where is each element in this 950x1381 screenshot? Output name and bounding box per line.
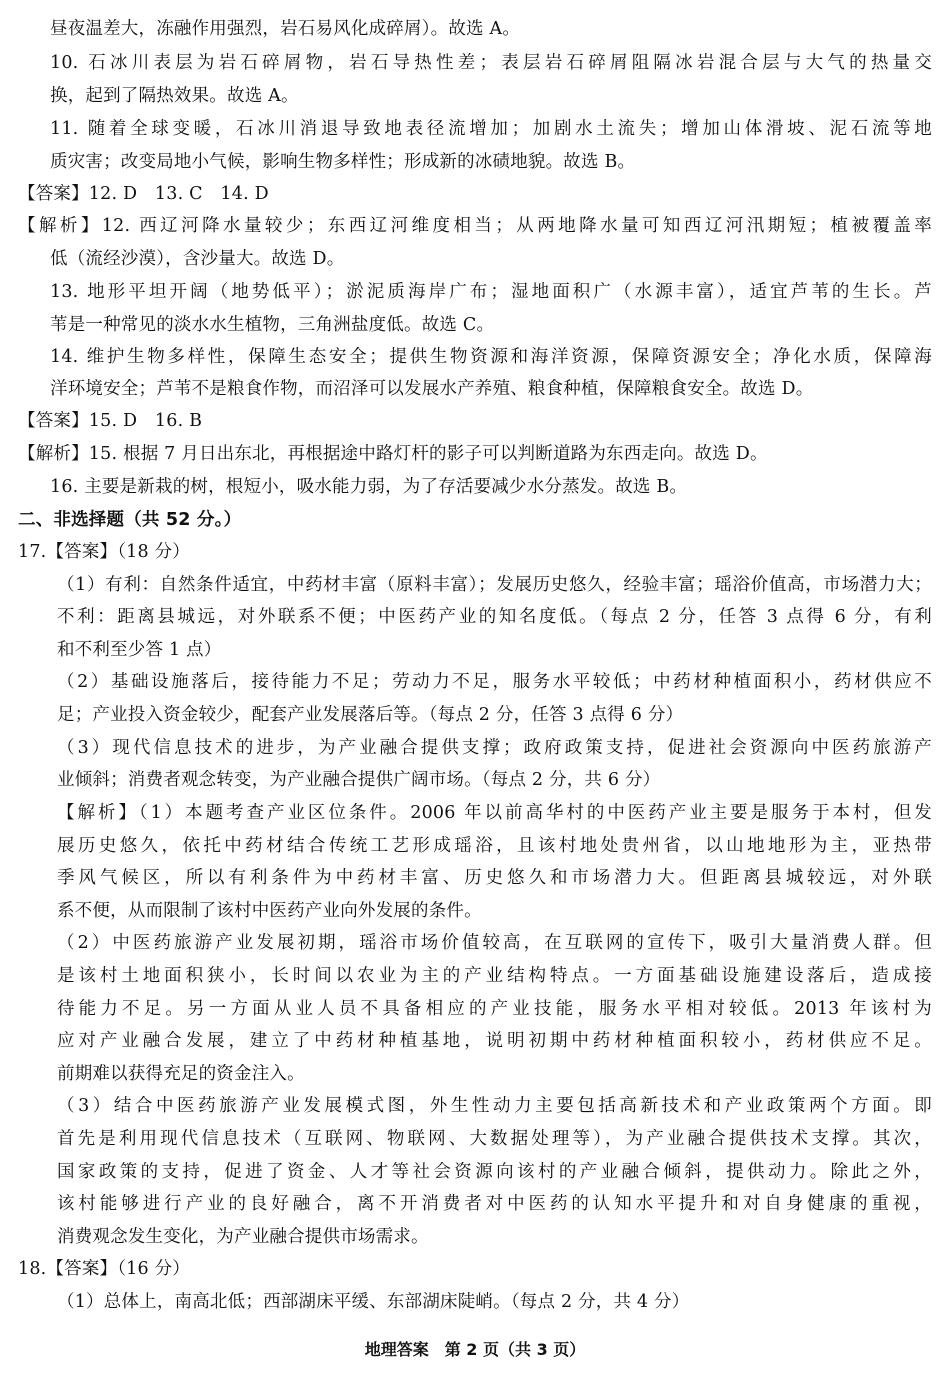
- text-line: 应对产业融合发展，建立了中药材种植基地，说明初期中药材种植面积较小，药材供应不足。: [57, 1031, 932, 1051]
- text-line: （1）有利：自然条件适宜，中药材丰富（原料丰富）；发展历史悠久，经验丰富；瑶浴价值高，市场潜力大；: [57, 575, 932, 595]
- page-footer: 地理答案 第 2 页（共 3 页）: [364, 1340, 586, 1359]
- text-line: （1）总体上，南高北低；西部湖床平缓、东部湖床陡峭。（每点 2 分，共 4 分）: [57, 1292, 690, 1312]
- text-line: 国家政策的支持，促进了资金、人才等社会资源向该村的产业融合倾斜，提供动力。除此之外，: [57, 1162, 932, 1182]
- text-line: 苇是一种常见的淡水水生植物，三角洲盐度低。故选 C。: [50, 315, 495, 335]
- analysis-line: 【解析】12. 西辽河降水量较少；东西辽河维度相当；从两地降水量可知西辽河汛期短；植被覆盖率: [18, 216, 932, 236]
- question-answer-heading: 17.【答案】（18 分）: [18, 542, 191, 562]
- text-line: 昼夜温差大，冻融作用强烈，岩石易风化成碎屑）。故选 A。: [50, 19, 521, 39]
- section-heading: 二、非选择题（共 52 分。）: [18, 510, 242, 530]
- text-line: 11. 随着全球变暖，石冰川消退导致地表径流增加；加剧水土流失；增加山体滑坡、泥石流等地: [50, 119, 932, 139]
- text-line: 10. 石冰川表层为岩石碎屑物，岩石导热性差；表层岩石碎屑阻隔冰岩混合层与大气的热量交: [50, 53, 932, 73]
- text-line: （3）现代信息技术的进步，为产业融合提供支撑；政府政策支持，促进社会资源向中医药旅游产: [57, 738, 932, 758]
- text-line: 不利：距离县城远，对外联系不便；中医药产业的知名度低。（每点 2 分，任答 3 点得 6 分，有利: [57, 607, 932, 627]
- text-line: 前期难以获得充足的资金注入。: [57, 1064, 305, 1084]
- answer-line: 【答案】15. D 16. B: [18, 411, 203, 431]
- text-line: 和不利至少答 1 点）: [57, 640, 222, 660]
- text-line: 系不便，从而限制了该村中医药产业向外发展的条件。: [57, 901, 482, 921]
- text-line: 首先是利用现代信息技术（互联网、物联网、大数据处理等），为产业融合提供技术支撑。其次，: [57, 1129, 932, 1149]
- text-line: 足；产业投入资金较少，配套产业发展落后等。（每点 2 分，任答 3 点得 6 分）: [57, 705, 684, 725]
- text-line: 展历史悠久，依托中药材结合传统工艺形成瑶浴，且该村地处贵州省，以山地地形为主，亚热带: [57, 836, 932, 856]
- text-line: 换，起到了隔热效果。故选 A。: [50, 86, 299, 106]
- text-line: 洋环境安全；芦苇不是粮食作物，而沼泽可以发展水产养殖、粮食种植，保障粮食安全。故选 D。: [50, 379, 814, 399]
- text-line: 季风气候区，所以有利条件为中药材丰富、历史悠久和市场潜力大。但距离县城较远，对外联: [57, 868, 932, 888]
- text-line: 低（流经沙漠），含沙量大。故选 D。: [50, 249, 345, 269]
- analysis-line: 【解析】15. 根据 7 月日出东北，再根据途中路灯杆的影子可以判断道路为东西走向。故选 D。: [18, 444, 768, 464]
- text-line: （2）基础设施落后，接待能力不足；劳动力不足，服务水平较低；中药材种植面积小，药材供应不: [57, 672, 932, 692]
- text-line: 14. 维护生物多样性，保障生态安全；提供生物资源和海洋资源，保障资源安全；净化水质，保障海: [50, 347, 932, 367]
- text-line: 13. 地形平坦开阔（地势低平）；淤泥质海岸广布；湿地面积广（水源丰富），适宜芦苇的生长。芦: [50, 282, 932, 302]
- text-line: 消费观念发生变化，为产业融合提供市场需求。: [57, 1227, 429, 1247]
- text-line: 质灾害；改变局地小气候，影响生物多样性；形成新的冰碛地貌。故选 B。: [50, 152, 636, 172]
- answer-line: 【答案】12. D 13. C 14. D: [18, 184, 269, 204]
- question-answer-heading: 18.【答案】（16 分）: [18, 1259, 191, 1279]
- text-line: 业倾斜；消费者观念转变，为产业融合提供广阔市场。（每点 2 分，共 6 分）: [57, 770, 661, 790]
- analysis-line: 【解析】（1）本题考查产业区位条件。2006 年以前高华村的中医药产业主要是服务于本村，但发: [57, 803, 932, 823]
- text-line: 该村能够进行产业的良好融合，离不开消费者对中医药的认知水平提升和对自身健康的重视，: [57, 1194, 932, 1214]
- text-line: （3）结合中医药旅游产业发展模式图，外生性动力主要包括高新技术和产业政策两个方面。即: [57, 1096, 932, 1116]
- text-line: 待能力不足。另一方面从业人员不具备相应的产业技能，服务水平相对较低。2013 年该村为: [57, 999, 932, 1019]
- text-line: 是该村土地面积狭小，长时间以农业为主的产业结构特点。一方面基础设施建设落后，造成接: [57, 966, 932, 986]
- text-line: （2）中医药旅游产业发展初期，瑶浴市场价值较高，在互联网的宣传下，吸引大量消费人群。但: [57, 933, 932, 953]
- text-line: 16. 主要是新栽的树，根短小，吸水能力弱，为了存活要减少水分蒸发。故选 B。: [50, 477, 688, 497]
